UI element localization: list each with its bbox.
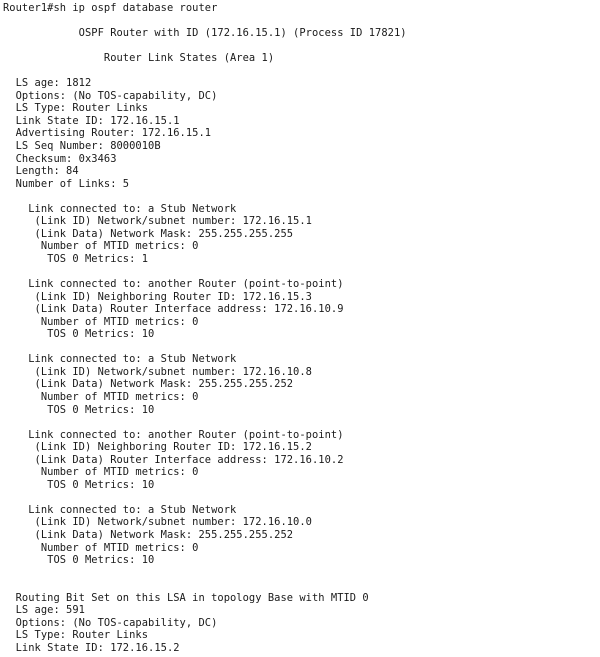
terminal-line: Number of MTID metrics: 0 bbox=[3, 315, 199, 328]
command-line: Router1#sh ip ospf database router bbox=[3, 2, 218, 14]
terminal-line: Number of MTID metrics: 0 bbox=[3, 390, 199, 403]
terminal-line: Advertising Router: 172.16.15.1 bbox=[3, 127, 212, 140]
terminal-line: Options: (No TOS-capability, DC) bbox=[3, 616, 218, 629]
terminal-line: Checksum: 0x3463 bbox=[3, 152, 117, 165]
terminal-line: Options: (No TOS-capability, DC) bbox=[3, 89, 218, 102]
terminal-line: LS age: 1812 bbox=[3, 77, 92, 90]
terminal-line bbox=[3, 265, 407, 278]
terminal-line: Number of Links: 5 bbox=[3, 177, 130, 190]
terminal-line: LS Type: Router Links bbox=[3, 102, 149, 115]
terminal-line: TOS 0 Metrics: 10 bbox=[3, 328, 155, 341]
terminal-line: Link State ID: 172.16.15.1 bbox=[3, 114, 180, 127]
terminal-line: (Link ID) Network/subnet number: 172.16.15.1 bbox=[3, 215, 312, 228]
terminal-line: Link connected to: another Router (point-to-point) bbox=[3, 278, 344, 291]
terminal-line: TOS 0 Metrics: 10 bbox=[3, 403, 155, 416]
terminal-line: Link connected to: a Stub Network bbox=[3, 202, 237, 215]
terminal-line: (Link ID) Network/subnet number: 172.16.10.8 bbox=[3, 365, 312, 378]
terminal-line: Length: 84 bbox=[3, 165, 79, 178]
terminal-line bbox=[3, 341, 407, 354]
terminal-line bbox=[3, 567, 407, 580]
terminal-line bbox=[3, 579, 407, 592]
terminal-line: LS Seq Number: 8000010B bbox=[3, 140, 161, 153]
terminal-line: TOS 0 Metrics: 1 bbox=[3, 252, 149, 265]
terminal-line: (Link Data) Network Mask: 255.255.255.252 bbox=[3, 378, 294, 391]
terminal-line bbox=[3, 190, 407, 203]
terminal-line: Number of MTID metrics: 0 bbox=[3, 466, 199, 479]
terminal-line: TOS 0 Metrics: 10 bbox=[3, 554, 155, 567]
terminal-line: (Link ID) Network/subnet number: 172.16.10.0 bbox=[3, 516, 312, 529]
terminal-line: (Link Data) Router Interface address: 172.16.10.2 bbox=[3, 453, 344, 466]
terminal-line: Link connected to: a Stub Network bbox=[3, 503, 237, 516]
terminal-line: Number of MTID metrics: 0 bbox=[3, 541, 199, 554]
terminal-line: Link connected to: another Router (point-to-point) bbox=[3, 428, 344, 441]
terminal-line bbox=[3, 416, 407, 429]
terminal-line: OSPF Router with ID (172.16.15.1) (Process ID 17821) bbox=[3, 27, 407, 40]
terminal-line: Router Link States (Area 1) bbox=[3, 52, 275, 65]
terminal-line: LS Type: Router Links bbox=[3, 629, 149, 642]
terminal-line: (Link ID) Neighboring Router ID: 172.16.15.2 bbox=[3, 441, 312, 454]
terminal-output bbox=[3, 2, 407, 654]
terminal-line: Link connected to: a Stub Network bbox=[3, 353, 237, 366]
terminal-line bbox=[3, 40, 407, 53]
terminal-line: Routing Bit Set on this LSA in topology Base with MTID 0 bbox=[3, 591, 369, 604]
terminal-line: (Link ID) Neighboring Router ID: 172.16.15.3 bbox=[3, 290, 312, 303]
terminal-line: LS age: 591 bbox=[3, 604, 85, 617]
terminal-line: (Link Data) Router Interface address: 172.16.10.9 bbox=[3, 303, 344, 316]
terminal-line: (Link Data) Network Mask: 255.255.255.252 bbox=[3, 528, 294, 541]
terminal-line: Link State ID: 172.16.15.2 bbox=[3, 641, 180, 654]
terminal-line bbox=[3, 15, 407, 28]
terminal-line: TOS 0 Metrics: 10 bbox=[3, 478, 155, 491]
terminal-line bbox=[3, 65, 407, 78]
terminal-line: Number of MTID metrics: 0 bbox=[3, 240, 199, 253]
terminal-line: (Link Data) Network Mask: 255.255.255.255 bbox=[3, 227, 294, 240]
terminal-line bbox=[3, 491, 407, 504]
